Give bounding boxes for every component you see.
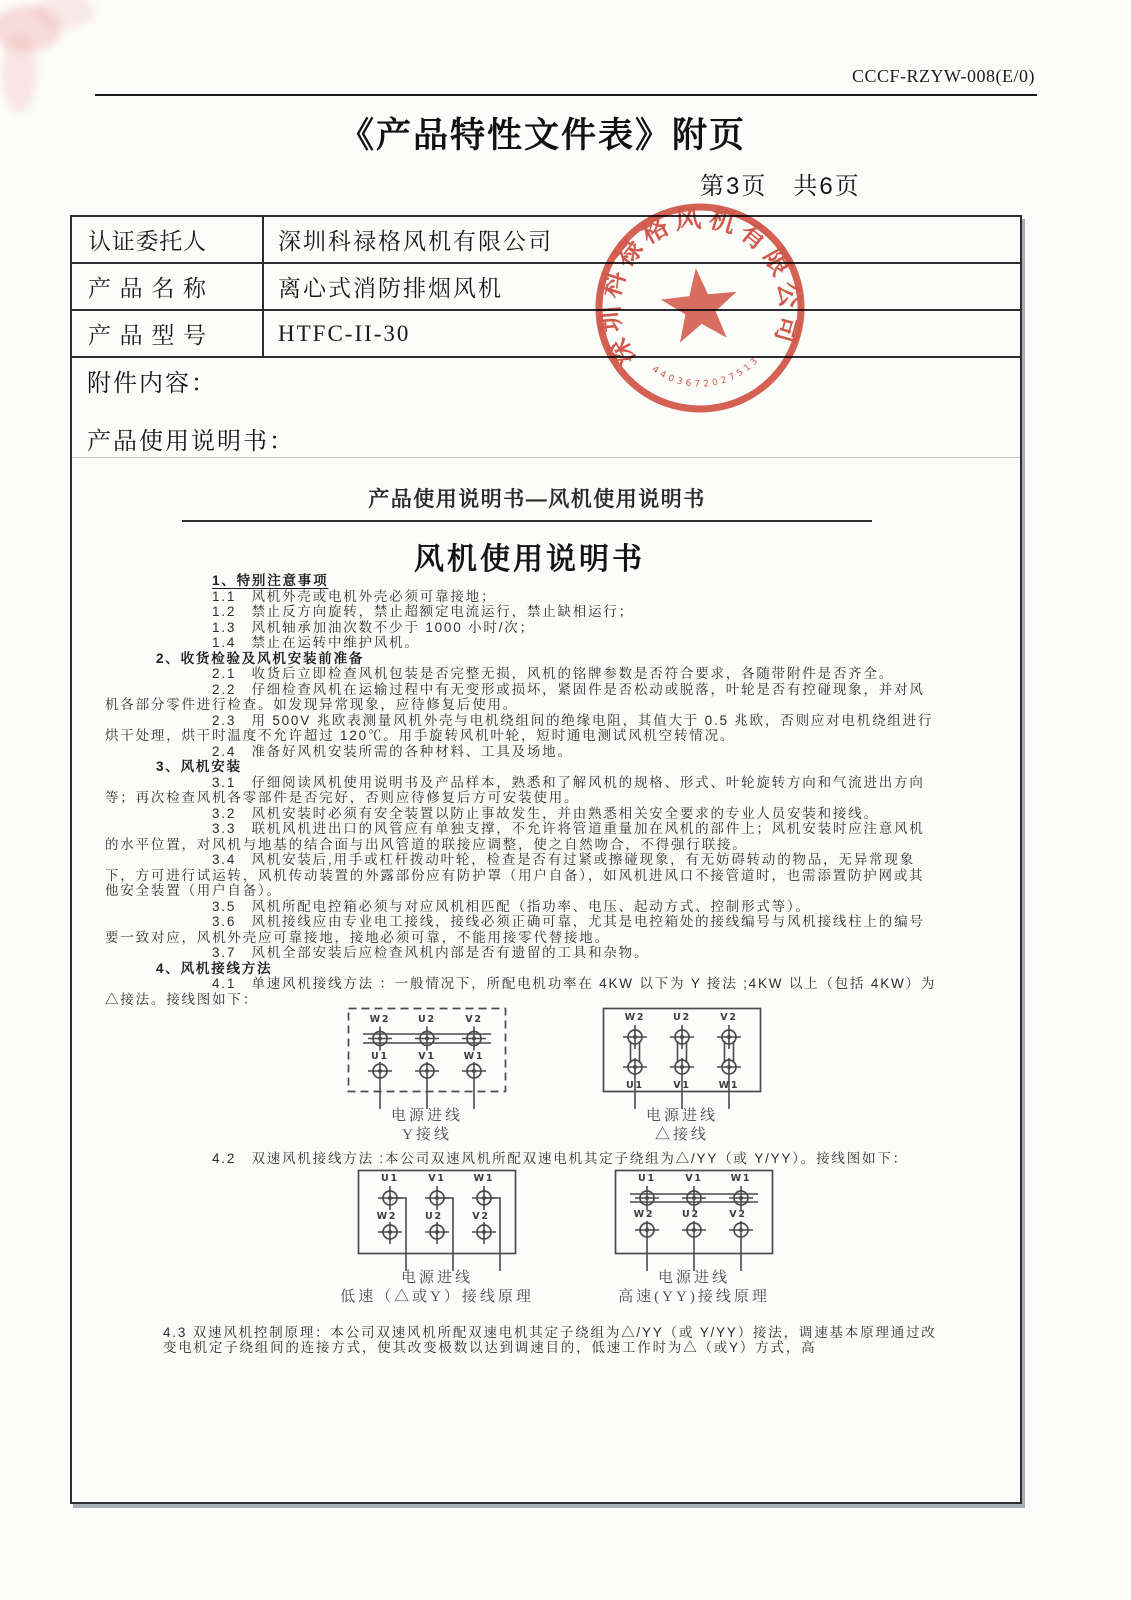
terminal — [623, 1025, 741, 1049]
page-title: 《产品特性文件表》附页 — [338, 116, 746, 155]
diagram-caption: Y接线 — [402, 1127, 452, 1143]
manual-item: 3.5 风机所配电控箱必须与对应风机相匹配（指功率、电压、起动方式、控制形式等）。 — [212, 898, 811, 914]
svg-text:U2: U2 — [673, 1012, 691, 1023]
section-heading: 2、收货检验及风机安装前准备 — [156, 650, 365, 666]
svg-text:U1: U1 — [626, 1080, 644, 1091]
diagram-caption: 低速（△或Y）接线原理 — [340, 1288, 534, 1305]
row-label-cell — [72, 310, 263, 357]
delta-connection-drawing — [602, 1007, 762, 1111]
svg-text:V1: V1 — [673, 1080, 691, 1091]
manual-item: 4.3 双速风机控制原理：本公司双速风机所配双速电机其定子绕组为△/YY（或 Y/YY）接法，调速基本原理通过改变电机定子绕组间的连接方式，使其改变极数以达到调速目的，低速工作时为△（或Y）方式，高 — [163, 1324, 937, 1355]
row-label-cell — [72, 263, 263, 310]
section-heading: 3、风机安装 — [156, 759, 242, 774]
manual-item: 2.3 用 500V 兆欧表测量风机外壳与电机绕组间的绝缘电阻，其值大于 0.5 兆欧，否则应对电机绕组进行烘干处理，烘干时温度不允许超过 120℃。用手旋转风机叶轮，短时通电测试风机空转情况。 — [105, 712, 934, 743]
svg-text:V2: V2 — [720, 1012, 738, 1023]
svg-text:V2: V2 — [472, 1210, 490, 1222]
svg-text:U1: U1 — [371, 1051, 389, 1062]
header-rule — [95, 94, 1037, 96]
manual-item: 3.3 联机风机进出口的风管应有单独支撑，不允许将管道重量加在风机的部件上；风机安装时应注意风机的水平位置，对风机与地基的结合面与出风管道的联接应调整，使之自然吻合，不得强行联接。 — [105, 821, 925, 852]
attachment-label: 附件内容： — [87, 371, 217, 397]
doc-code: CCCF-RZYW-008(E/0) — [852, 66, 1035, 86]
wiring-diagrams-single-speed — [347, 1007, 938, 1145]
stamp-number: 4403672027513 — [649, 354, 763, 390]
wiring-diagrams-two-speed — [340, 1169, 938, 1307]
svg-text:U2: U2 — [425, 1210, 443, 1222]
terminal — [635, 1221, 753, 1271]
manual-item: 1.4 禁止在运转中维护风机。 — [212, 635, 420, 650]
wiring-diagram-delta — [602, 1007, 762, 1145]
section-heading: 1、特别注意事项 — [212, 573, 329, 588]
diagram-caption: 电源进线 — [390, 1108, 463, 1124]
manual-item: 3.4 风机安装后,用手或杠杆拨动叶轮，检查是否有过紧或擦碰现象，有无妨碍转动的物品，无异常现象下，方可进行试运转，风机传动装置的外露部份应有防护罩（用户自备），如风机进风口不接管道时，也需添置防护网或其他安全装置（用户自备）。 — [105, 852, 925, 898]
svg-text:W2: W2 — [624, 1012, 646, 1023]
info-table — [72, 217, 1020, 358]
manual-item: 4.2 双速风机接线方法 :本公司双速风机所配双速电机其定子绕组为△/YY（或 Y/YY）。接线图如下： — [212, 1151, 908, 1166]
row-value: HTFC-II-30 — [278, 320, 411, 346]
manual-label: 产品使用说明书： — [87, 429, 295, 455]
manual-item: 1.1 风机外壳或电机外壳必须可靠接地； — [212, 588, 497, 604]
svg-text:W2: W2 — [376, 1210, 398, 1222]
terminal — [378, 1222, 496, 1244]
svg-text:W1: W1 — [463, 1051, 485, 1062]
divider — [72, 457, 1020, 458]
manual-item: 2.4 准备好风机安装所需的各种材料、工具及场地。 — [212, 743, 573, 759]
row-value: 深圳科禄格风机有限公司 — [278, 229, 553, 254]
manual-body — [105, 573, 938, 1356]
page-number: 第3页 共6页 — [700, 173, 861, 200]
row-label: 认证委托人 — [88, 229, 206, 254]
svg-text:V1: V1 — [428, 1172, 446, 1184]
manual-item: 2.1 收货后立即检查风机包装是否完整无损，风机的铭牌参数是否符合要求，各随带附件是否齐全。 — [212, 666, 895, 681]
row-label: 产品名称 — [88, 276, 206, 301]
diagram-caption: 电源进线 — [400, 1269, 473, 1286]
low-speed-connection-drawing — [357, 1169, 517, 1273]
manual-heading: 风机使用说明书 — [414, 543, 645, 576]
diagram-caption: 高速(YY)接线原理 — [618, 1288, 770, 1305]
svg-text:U2: U2 — [682, 1208, 700, 1220]
svg-text:U1: U1 — [638, 1172, 656, 1184]
svg-text:U1: U1 — [381, 1172, 399, 1184]
wiring-diagram-low-speed — [340, 1169, 534, 1307]
manual-item: 3.1 仔细阅读风机使用说明书及产品样本，熟悉和了解风机的规格、形式、叶轮旋转方向和气流进出方向等；再次检查风机各零部件是否完好，否则应待修复后方可安装使用。 — [105, 774, 925, 805]
y-connection-drawing — [347, 1007, 507, 1111]
row-value: 离心式消防排烟风机 — [278, 276, 503, 301]
svg-text:W2: W2 — [369, 1014, 391, 1025]
subtitle-rule — [182, 520, 872, 522]
manual-item: 1.2 禁止反方向旋转，禁止超额定电流运行，禁止缺相运行； — [212, 604, 634, 619]
stamp-company-text: 深圳科禄格风机有限公司 — [594, 202, 806, 371]
svg-text:V1: V1 — [685, 1172, 703, 1184]
content-frame — [70, 215, 1022, 1504]
manual-item: 3.7 风机全部安装后应检查风机内部是否有遗留的工具和杂物。 — [212, 945, 650, 960]
company-stamp — [577, 185, 823, 431]
manual-item: 2.2 仔细检查风机在运输过程中有无变形或损坏，紧固件是否松动或脱落，叶轮是否有控碰现象，并对风机各部分零件进行检查。如发现异常现象，应待修复后使用。 — [105, 681, 925, 712]
scan-smudge — [0, 6, 62, 52]
row-label: 产品型号 — [88, 323, 206, 348]
svg-text:W2: W2 — [633, 1208, 655, 1220]
manual-item: 3.2 风机安装时必须有安全装置以防止事故发生，并由熟悉相关安全要求的专业人员安装和接线。 — [212, 805, 879, 821]
table-row — [72, 217, 1020, 263]
manual-item: 4.1 单速风机接线方法 ：一般情况下，所配电机功率在 4KW 以下为 Y 接法 ;4KW 以上（包括 4KW）为△接法。接线图如下： — [105, 976, 937, 1007]
svg-text:W1: W1 — [718, 1080, 740, 1091]
diagram-caption: 电源进线 — [645, 1108, 718, 1124]
svg-text:V1: V1 — [418, 1051, 436, 1062]
svg-text:V2: V2 — [465, 1014, 483, 1025]
row-label-cell — [72, 217, 263, 263]
svg-text:V2: V2 — [729, 1208, 747, 1220]
diagram-caption: △接线 — [654, 1127, 709, 1143]
terminal — [378, 1186, 496, 1210]
terminal — [368, 1027, 486, 1051]
wiring-diagram-high-speed — [614, 1169, 774, 1307]
table-row — [72, 263, 1020, 310]
manual-subtitle: 产品使用说明书—风机使用说明书 — [368, 488, 706, 511]
star-icon — [658, 264, 741, 344]
svg-text:U2: U2 — [418, 1014, 436, 1025]
terminal — [368, 1062, 486, 1109]
high-speed-connection-drawing — [614, 1169, 774, 1273]
scan-smudge — [34, 0, 94, 28]
table-row — [72, 310, 1020, 357]
wiring-diagram-y — [347, 1007, 507, 1145]
manual-item: 1.3 风机轴承加油次数不少于 1000 小时/次； — [212, 619, 535, 635]
section-heading: 4、风机接线方法 — [156, 960, 273, 976]
svg-text:W1: W1 — [730, 1172, 752, 1184]
manual-item: 3.6 风机接线应由专业电工接线，接线必须正确可靠，尤其是电控箱处的接线编号与风机接线柱上的编号要一致对应，风机外壳应可靠接地，接地必须可靠，不能用接零代替接地。 — [105, 914, 925, 945]
svg-text:W1: W1 — [473, 1172, 495, 1184]
terminal — [635, 1186, 753, 1210]
diagram-caption: 电源进线 — [657, 1269, 730, 1286]
scan-smudge — [2, 34, 36, 112]
